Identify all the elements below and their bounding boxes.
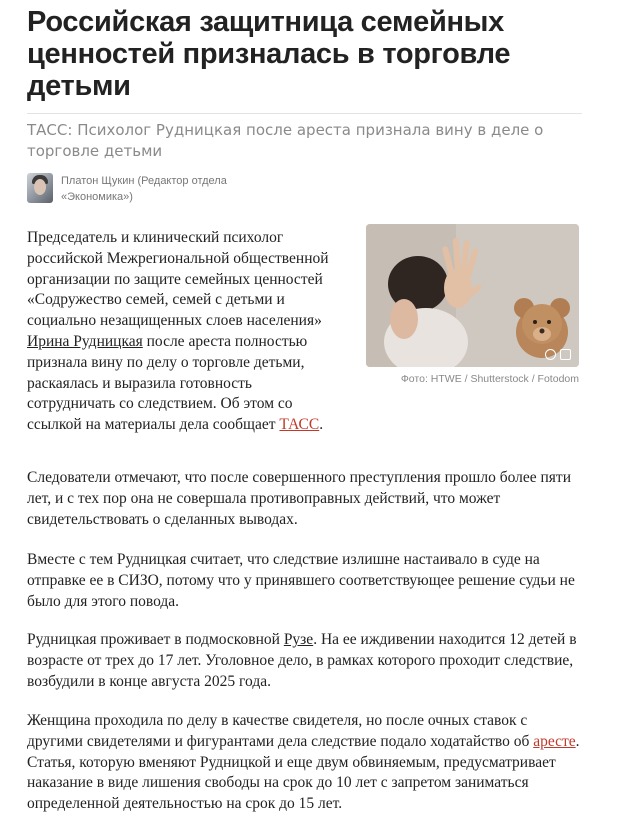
photo-illustration xyxy=(366,224,579,367)
author-name[interactable]: Платон Щукин (Редактор отдела «Экономика») xyxy=(61,175,227,203)
source-link[interactable]: ТАСС xyxy=(279,416,320,434)
paragraph xyxy=(27,711,587,815)
arrest-link[interactable]: аресте xyxy=(533,732,576,750)
article-headline: Российская защитница семейных ценностей призналась в торговле детьми xyxy=(27,6,511,102)
place-link[interactable]: Рузе xyxy=(283,631,314,648)
photo-actions xyxy=(545,349,571,360)
article-subtitle: ТАСС: Психолог Рудницкая после ареста признала вину в деле о торговле детьми xyxy=(27,121,544,160)
paragraph: Вместе с тем Рудницкая считает, что следствие излишне настаивало в суде на отправке ее в СИЗО, потому что у принявшего соответствующее решение судьи не было для этого повода. xyxy=(27,551,575,610)
paragraph-text: . Статья, которую вменяют Рудницкой и еще двум обвиняемым, предусматривает наказание в виде лишения свободы на срок до 10 лет с запретом заниматься определенной деятельностью на срок до 15 лет. xyxy=(27,732,580,813)
paragraph xyxy=(27,228,343,436)
paragraph-text: . xyxy=(319,416,324,434)
paragraph-text: . На ее иждивении находится 12 детей в возрасте от трех до 17 лет. Уголовное дело, в рамках которого проходит следствие, возбудили в конце августа 2025 года. xyxy=(27,631,577,690)
author-block[interactable] xyxy=(27,173,327,207)
paragraph-text: Председатель и клинический психолог российской Межрегиональной общественной организации по защите семейных ценностей «Содружество семей, семей с детьми и социально незащищенных слоев населения» xyxy=(27,229,329,330)
comment-icon[interactable] xyxy=(560,349,571,360)
article-photo[interactable] xyxy=(366,224,579,367)
paragraph xyxy=(27,630,587,692)
paragraph-text: Рудницкая проживает в подмосковной xyxy=(27,631,284,648)
photo-caption: Фото: HTWE / Shutterstock / Fotodom xyxy=(400,373,579,385)
paragraph-text: после ареста полностью признала вину по делу о торговле детьми, раскаялась и выразила готовность сотрудничать со следствием. Об этом со ссылкой на материалы дела сообщает xyxy=(27,332,308,434)
divider xyxy=(27,113,582,114)
zoom-icon[interactable] xyxy=(545,349,556,360)
avatar[interactable] xyxy=(27,173,53,203)
paragraph: Следователи отмечают, что после совершенного преступления прошло более пяти лет, и с тех пор она не совершала противоправных действий, что может свидетельствовать о сделанных выводах. xyxy=(27,469,571,528)
person-link[interactable]: Ирина Рудницкая xyxy=(27,332,143,350)
paragraph-text: Женщина проходила по делу в качестве свидетеля, но после очных ставок с другими свидетелями и фигурантами дела следствие подало ходатайство об xyxy=(27,712,534,750)
